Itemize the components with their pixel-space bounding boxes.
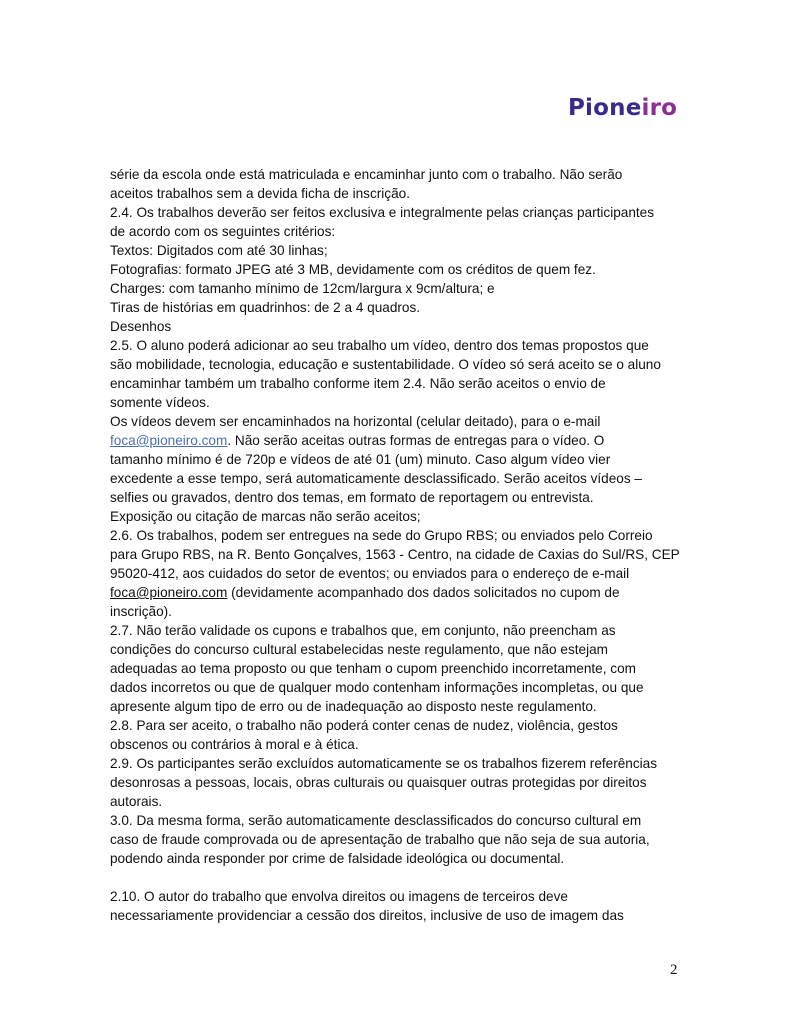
text-line: 2.5. O aluno poderá adicionar ao seu trabalho um vídeo, dentro dos temas propostos que (110, 338, 649, 353)
text-line: selfies ou gravados, dentro dos temas, em formato de reportagem ou entrevista. (110, 490, 594, 505)
text-line: condições do concurso cultural estabelecidas neste regulamento, que não estejam (110, 642, 608, 657)
text-line: caso de fraude comprovada ou de apresentação de trabalho que não seja de sua autoria, (110, 832, 650, 847)
pioneiro-logo: Pioneiro (568, 95, 678, 121)
page-number: 2 (670, 962, 678, 978)
text-line: 2.8. Para ser aceito, o trabalho não poderá conter cenas de nudez, violência, gestos (110, 718, 618, 733)
text-line: 2.6. Os trabalhos, podem ser entregues na sede do Grupo RBS; ou enviados pelo Correio (110, 528, 653, 543)
text-line: podendo ainda responder por crime de falsidade ideológica ou documental. (110, 851, 565, 866)
text-line: Charges: com tamanho mínimo de 12cm/largura x 9cm/altura; e (110, 281, 495, 296)
text-line: tamanho mínimo é de 720p e vídeos de até 01 (um) minuto. Caso algum vídeo vier (110, 452, 611, 467)
email-line (110, 431, 690, 450)
text-line: excedente a esse tempo, será automaticamente desclassificado. Serão aceitos vídeos – (110, 471, 642, 486)
email-line (110, 583, 690, 602)
text-line: Textos: Digitados com até 30 linhas; (110, 243, 328, 258)
text-line: adequadas ao tema proposto ou que tenham o cupom preenchido incorretamente, com (110, 661, 636, 676)
text-line: Desenhos (110, 319, 172, 334)
email-line-rest: . Não serão aceitas outras formas de entregas para o vídeo. O (227, 433, 605, 448)
text-line: necessariamente providenciar a cessão dos direitos, inclusive de uso de imagem das (110, 908, 624, 923)
blank-line (110, 868, 690, 887)
text-line: autorais. (110, 794, 163, 809)
text-line: Tiras de histórias em quadrinhos: de 2 a 4 quadros. (110, 300, 421, 315)
text-line: são mobilidade, tecnologia, educação e sustentabilidade. O vídeo só será aceito se o aluno (110, 357, 661, 372)
text-line: 2.4. Os trabalhos deverão ser feitos exclusiva e integralmente pelas crianças participantes (110, 205, 655, 220)
text-line: desonrosas a pessoas, locais, obras culturais ou quaisquer outras protegidas por direitos (110, 775, 647, 790)
text-line: Os vídeos devem ser encaminhados na horizontal (celular deitado), para o e-mail (110, 414, 601, 429)
text-line: somente vídeos. (110, 395, 210, 410)
text-line: encaminhar também um trabalho conforme item 2.4. Não serão aceitos o envio de (110, 376, 606, 391)
text-line: 2.10. O autor do trabalho que envolva direitos ou imagens de terceiros deve (110, 889, 568, 904)
text-line: aceitos trabalhos sem a devida ficha de inscrição. (110, 186, 410, 201)
text-line: apresente algum tipo de erro ou de inadequação ao disposto neste regulamento. (110, 699, 597, 714)
text-line: 95020-412, aos cuidados do setor de eventos; ou enviados para o endereço de e-mail (110, 566, 630, 581)
text-line: Fotografias: formato JPEG até 3 MB, devidamente com os créditos de quem fez. (110, 262, 596, 277)
text-line: 2.9. Os participantes serão excluídos automaticamente se os trabalhos fizerem referências (110, 756, 658, 771)
text-line: para Grupo RBS, na R. Bento Gonçalves, 1563 - Centro, na cidade de Caxias do Sul/RS, CEP (110, 547, 680, 562)
email-line-rest: (devidamente acompanhado dos dados solicitados no cupom de (227, 585, 620, 600)
email-link-2[interactable]: foca@pioneiro.com (110, 585, 228, 600)
text-line: dados incorretos ou que de qualquer modo contenham informações incompletas, ou que (110, 680, 644, 695)
text-line: inscrição). (110, 604, 172, 619)
text-line: 3.0. Da mesma forma, serão automaticamente desclassificados do concurso cultural em (110, 813, 642, 828)
text-line: obscenos ou contrários à moral e à ética. (110, 737, 359, 752)
text-line: Exposição ou citação de marcas não serão aceitos; (110, 509, 421, 524)
document-body (110, 165, 690, 925)
text-line: de acordo com os seguintes critérios: (110, 224, 336, 239)
email-link[interactable]: foca@pioneiro.com (110, 433, 228, 448)
text-line: série da escola onde está matriculada e encaminhar junto com o trabalho. Não serão (110, 167, 623, 182)
text-line: 2.7. Não terão validade os cupons e trabalhos que, em conjunto, não preencham as (110, 623, 616, 638)
